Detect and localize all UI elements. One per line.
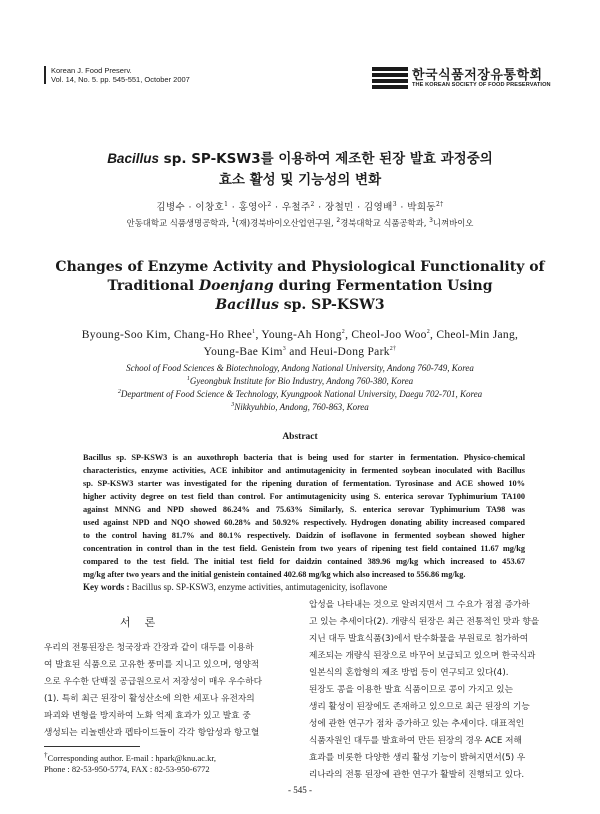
footnote-line-1: †Corresponding author. E-mail : hpark@knu.ac.kr, — [44, 751, 217, 763]
journal-citation — [44, 66, 190, 84]
english-title-line-3: Bacillus sp. SP-KSW3 — [215, 297, 385, 313]
body-line: 으로 우수한 단백질 공급원으로서 저장성이 매우 우수하다 — [44, 677, 262, 687]
abstract-line: sp. SP-KSW3 starter was investigated for the ripening duration of fermentation. Tyrosinase and ACE showed 10% — [83, 479, 525, 488]
body-line: 고 있는 추세이다(2). 개량식 된장은 최근 전통적인 맛과 향을 — [309, 617, 540, 627]
english-affiliation-3: $^3$Nikkyuhbio, Andong, 760-863, Korea — [231, 402, 369, 412]
society-name-english: THE KOREAN SOCIETY OF FOOD PRESERVATION — [412, 82, 551, 88]
abstract-line: used against NPD and NQO showed 60.28% and 50.92% respectively. Hydrogen donating ability increased compared — [83, 518, 525, 527]
body-line: 리나라의 전통 된장에 관한 연구가 활발히 진행되고 있다. — [309, 770, 525, 780]
body-line: 생성되는 리놀렌산과 펩타이드들이 각각 항암성과 항고혈 — [44, 728, 260, 738]
title-species: Bacillus — [107, 151, 159, 166]
abstract-line: Bacillus sp. SP-KSW3 is an auxothroph bacteria that is being used for starter in fermentation. Physico-chemical — [83, 453, 525, 462]
abstract-line: to the control having 81.7% and 80.1% respectively. Daidzin of isoflavone in fermented soybean showed higher — [83, 531, 525, 540]
abstract-heading: Abstract — [282, 432, 318, 442]
body-line: 일본식의 혼합형의 제조 방법 등이 연구되고 있다(4). — [309, 668, 509, 678]
journal-volume: Vol. 14, No. 5. pp. 545-551, October 2007 — [51, 75, 190, 84]
body-line: 지닌 대두 발효식품(3)에서 탄수화물을 부원료로 첨가하여 — [309, 634, 529, 644]
keywords: Key words : Bacillus sp. SP-KSW3, enzyme activities, antimutagenicity, isoflavone — [83, 582, 388, 592]
journal-name: Korean J. Food Preserv. — [51, 66, 132, 75]
footnote-rule — [44, 746, 140, 747]
korean-authors: 김병수 · 이창호$^1$ · 홍영아$^2$ · 우철주$^2$ · 장철민 · 김영배$^3$ · 박희동$^{2\dagger}$ — [156, 200, 444, 213]
abstract-line: concentration in control than in the test field. Genistein from two years of ripening test field contained 11.67 mg/kg — [83, 544, 525, 553]
body-line: 파괴와 변형을 방지하여 노화 억제 효과가 있고 발효 중 — [44, 711, 251, 721]
abstract-line: higher activity degree on test field than control. For antimutagenicity using S. enterica serovar Typhimurium TA100 — [83, 492, 525, 501]
body-line: (1). 특히 최근 된장이 활성산소에 의한 세포나 유전자의 — [44, 694, 255, 704]
abstract-line: against MNNG and NPD showed 86.24% and 75.63% Similarly, S. enterica serovar Typhimurium TA98 was — [83, 505, 525, 514]
body-line: 제조되는 개량식 된장으로 바꾸어 보급되고 있으며 한국식과 — [309, 651, 536, 661]
korean-title-line-1: Bacillus sp. SP-KSW3를 이용하여 제조한 된장 발효 과정중의 — [107, 151, 493, 167]
korean-title-line-2: 효소 활성 및 기능성의 변화 — [218, 172, 382, 188]
body-line: 된장도 콩을 이용한 발효 식품이므로 콩이 가지고 있는 — [309, 685, 513, 695]
korean-affiliations: 안동대학교 식품생명공학과, $^1$(재)경북바이오산업연구원, $^2$경북대학교 식품공학과, $^3$니껴바이오 — [126, 217, 474, 228]
society-name-korean: 한국식품저장유통학회 — [412, 68, 543, 83]
english-affiliation-1: $^1$Gyeongbuk Institute for Bio Industry, Andong 760-380, Korea — [186, 376, 414, 386]
page-number: - 545 - — [288, 785, 312, 795]
body-line: 여 발효된 식품으로 고유한 풍미를 지니고 있으며, 영양적 — [44, 660, 260, 670]
body-line: 압성을 나타내는 것으로 알려지면서 그 수요가 점점 증가하 — [309, 600, 530, 610]
english-authors-line-1: Byoung-Soo Kim, Chang-Ho Rhee$^1$, Young-Ah Hong$^2$, Cheol-Joo Woo$^2$, Cheol-Min Jang, — [81, 329, 519, 341]
english-title-line-2: Traditional Doenjang during Fermentation Using — [107, 278, 493, 294]
english-title-line-1: Changes of Enzyme Activity and Physiological Functionality of — [55, 259, 545, 275]
footnote-line-2: Phone : 82-53-950-5774, FAX : 82-53-950-6772 — [44, 764, 210, 774]
body-line: 식품자원인 대두를 발효하여 만든 된장의 경우 ACE 저해 — [309, 736, 522, 746]
body-line: 효과를 비롯한 다양한 생리 활성 기능이 밝혀지면서(5) 우 — [309, 753, 526, 763]
society-emblem-icon — [372, 67, 408, 89]
society-logo-block — [372, 64, 558, 94]
english-affiliation-2: $^2$Department of Food Science & Technology, Kyungpook National University, Daegu 702-701, Korea — [117, 389, 483, 399]
abstract-line: characteristics, enzyme activities, ACE inhibitor and antimutagenicity in fermented soybean inoculated with Bacillus — [83, 466, 525, 475]
english-authors-line-2: Young-Bae Kim$^3$ and Heui-Dong Park$^{2\dagger}$ — [203, 346, 397, 358]
introduction-heading: 서론 — [120, 616, 170, 629]
body-line: 성에 관한 연구가 점차 증가하고 있는 추세이다. 대표적인 — [309, 719, 525, 729]
abstract-line: mg/kg after two years and the initial genistein contained 402.68 mg/kg which also increased to 556.86 mg/kg. — [83, 570, 466, 579]
body-line: 우리의 전통된장은 청국장과 간장과 같이 대두를 이용하 — [44, 643, 254, 653]
english-affiliation-main: School of Food Sciences & Biotechnology, Andong National University, Andong 760-749, Korea — [126, 363, 474, 373]
abstract-line: compared to the test field. The initial test field for daidzin contained 389.96 mg/kg which increased to 453.67 — [83, 557, 525, 566]
body-line: 생리 활성이 된장에도 존재하고 있으므로 최근 된장의 기능 — [309, 702, 530, 712]
